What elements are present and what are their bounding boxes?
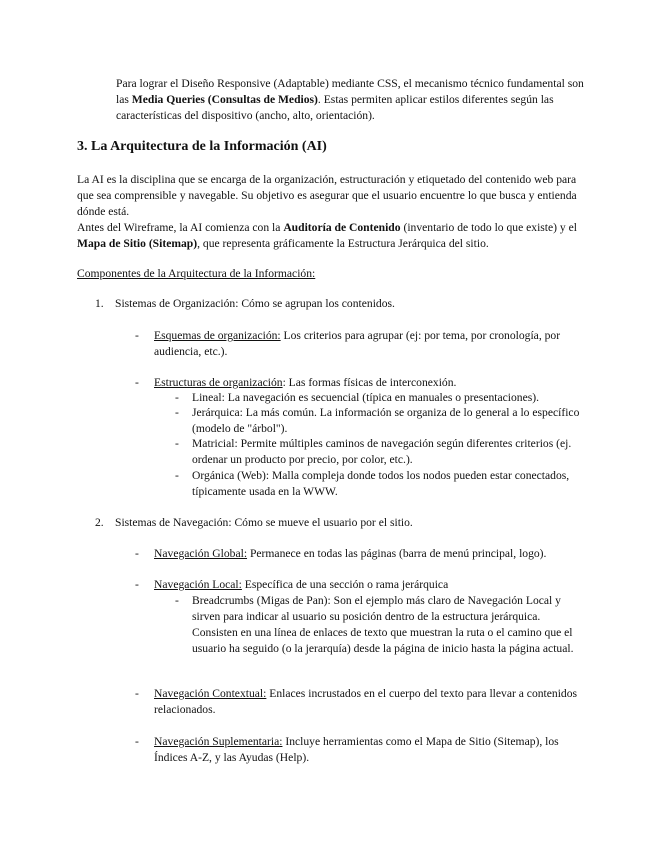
item-label: Navegación Global: bbox=[154, 547, 248, 560]
paragraph-1: La AI es la disciplina que se encarga de la organización, estructuración y etiquetado del contenido web para que sea comprensible y navegable. Su objetivo es asegurar que el usuario encuentre lo que busca y entienda dónde está. bbox=[77, 173, 577, 218]
list-number: 2. bbox=[95, 516, 104, 529]
ai-description bbox=[77, 172, 579, 252]
dash-bullet: - bbox=[135, 376, 139, 389]
intro-text-2: . Estas permiten aplicar estilos diferentes según las características del dispositivo (ancho, alto, orientación). bbox=[116, 93, 554, 122]
item-text: Incluye herramientas como el Mapa de Sitio (Sitemap), los Índices A-Z, y las Ayudas (Help). bbox=[154, 735, 559, 764]
dash-bullet: - bbox=[175, 437, 179, 450]
dash-bullet: - bbox=[135, 735, 139, 748]
list-item-content bbox=[154, 686, 584, 718]
item-text: Específica de una sección o rama jerárquica bbox=[241, 578, 449, 591]
paragraph-2-text-2: (inventario de todo lo que existe) y el bbox=[400, 221, 577, 234]
item-text: Los criterios para agrupar (ej: por tema, por cronología, por audiencia, etc.). bbox=[154, 329, 561, 358]
item-text: Enlaces incrustados en el cuerpo del texto para llevar a contenidos relacionados. bbox=[154, 687, 578, 716]
components-title bbox=[77, 266, 477, 282]
dash-bullet: - bbox=[175, 469, 179, 482]
list-item-content bbox=[154, 328, 584, 360]
dash-bullet: - bbox=[135, 687, 139, 700]
item-label: Esquemas de organización: bbox=[154, 329, 281, 342]
list-number: 1. bbox=[95, 297, 104, 310]
paragraph-2-bold-sitemap: Mapa de Sitio (Sitemap) bbox=[77, 237, 198, 250]
paragraph-2-text-1: Antes del Wireframe, la AI comienza con la bbox=[77, 221, 284, 234]
sub-item-text: Lineal: La navegación es secuencial (típica en manuales o presentaciones). bbox=[192, 391, 540, 404]
list-item-content bbox=[154, 577, 584, 593]
item-label: Estructuras de organización bbox=[154, 376, 283, 389]
sub-item-text: Jerárquica: La más común. La información se organiza de lo general a lo específico (modelo de "árbol"). bbox=[192, 406, 580, 435]
paragraph-2 bbox=[77, 220, 579, 252]
dash-bullet: - bbox=[135, 578, 139, 591]
intro-paragraph bbox=[116, 76, 586, 124]
dash-bullet: - bbox=[175, 391, 179, 404]
list-item-content bbox=[154, 546, 584, 562]
list-item-content bbox=[154, 734, 584, 766]
dash-bullet: - bbox=[175, 594, 179, 607]
item-label: Navegación Contextual: bbox=[154, 687, 267, 700]
list-item-text: Sistemas de Organización: Cómo se agrupan los contenidos. bbox=[115, 297, 395, 310]
paragraph-2-text-3: , que representa gráficamente la Estructura Jerárquica del sitio. bbox=[197, 237, 489, 250]
components-title-text: Componentes de la Arquitectura de la Información: bbox=[77, 267, 316, 280]
list-item-content bbox=[154, 375, 584, 391]
sub-item-text: Orgánica (Web): Malla compleja donde todos los nodos pueden estar conectados, típicamente usada en la WWW. bbox=[192, 469, 570, 498]
section-heading: 3. La Arquitectura de la Información (AI) bbox=[77, 139, 327, 154]
intro-text-1: Para lograr el Diseño Responsive (Adaptable) mediante CSS, el mecanismo técnico fundamental son las bbox=[116, 77, 584, 106]
sub-item-text: Breadcrumbs (Migas de Pan): Son el ejemplo más claro de Navegación Local y sirven para indicar al usuario su posición dentro de la estructura jerárquica. Consisten en una línea de enlaces de texto que muestran la ruta o el camino que el usuario ha seguido (o la jerarquía) desde la página de inicio hasta la página actual. bbox=[192, 594, 574, 655]
item-label: Navegación Local: bbox=[154, 578, 242, 591]
sub-item-text: Matricial: Permite múltiples caminos de navegación según diferentes criterios (ej. ordenar un producto por precio, por color, etc.). bbox=[192, 437, 572, 466]
dash-bullet: - bbox=[175, 406, 179, 419]
item-text: : Las formas físicas de interconexión. bbox=[282, 376, 457, 389]
intro-bold-media-queries: Media Queries (Consultas de Medios) bbox=[131, 93, 318, 106]
item-text: Permanece en todas las páginas (barra de menú principal, logo). bbox=[247, 547, 547, 560]
dash-bullet: - bbox=[135, 329, 139, 342]
item-label: Navegación Suplementaria: bbox=[154, 735, 283, 748]
list-item-text: Sistemas de Navegación: Cómo se mueve el usuario por el sitio. bbox=[115, 516, 413, 529]
dash-bullet: - bbox=[135, 547, 139, 560]
paragraph-2-bold-auditoria: Auditoría de Contenido bbox=[283, 221, 401, 234]
